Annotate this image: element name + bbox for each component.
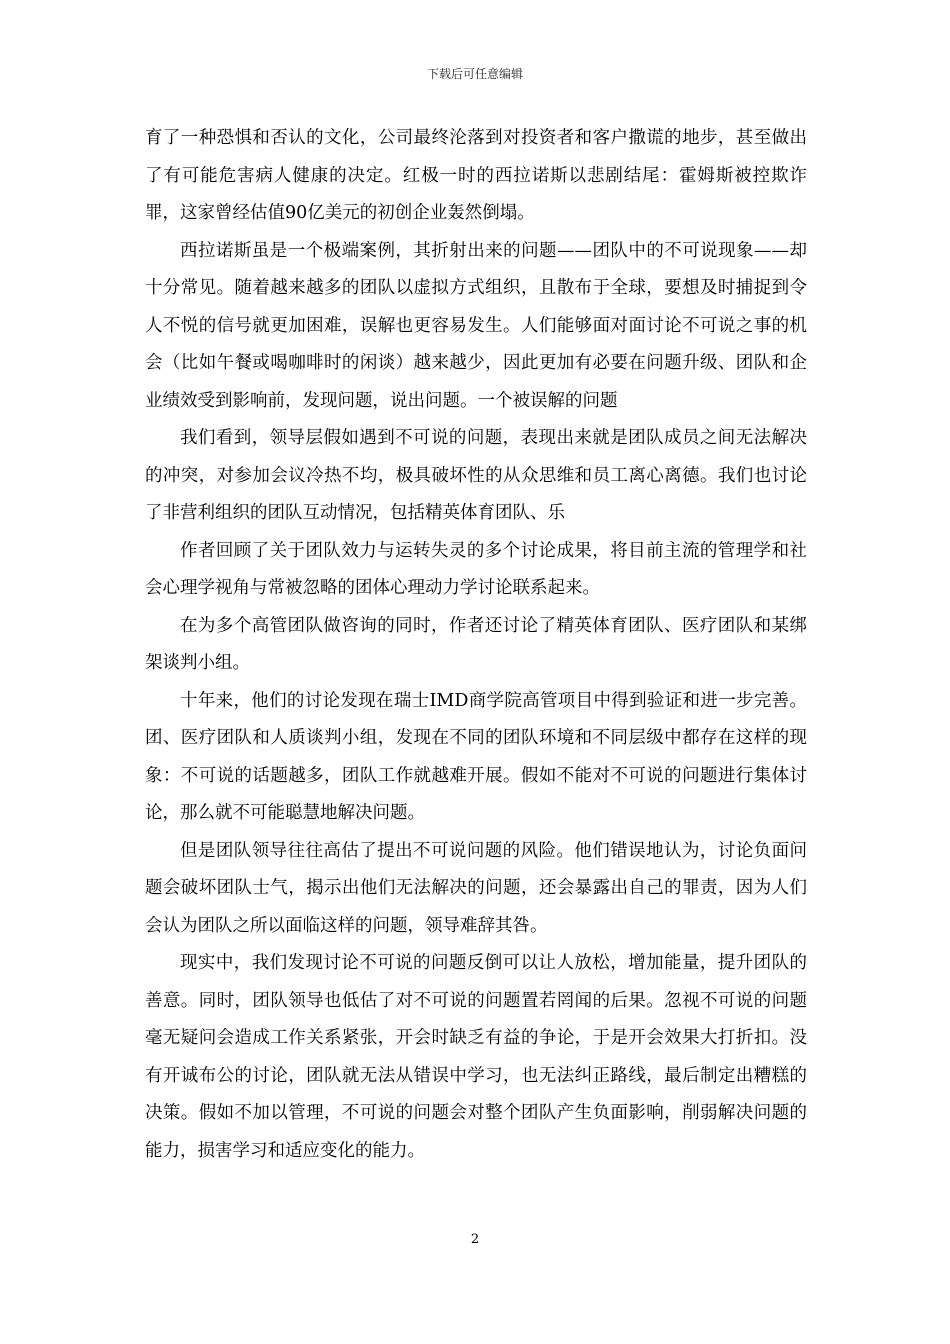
paragraph: 但是团队领导往往高估了提出不可说问题的风险。他们错误地认为，讨论负面问题会破坏团队士气，揭示出他们无法解决的问题，还会暴露出自己的罪责，因为人们会认为团队之所以面临这样的问题，领导难辞其咎。 <box>145 840 807 936</box>
paragraph: 十年来，他们的讨论发现在瑞士IMD商学院高管项目中得到验证和进一步完善。团、医疗团队和人质谈判小组，发现在不同的团队环境和不同层级中都存在这样的现象：不可说的话题越多，团队工作就越难开展。假如不能对不可说的问题进行集体讨论，那么就不可能聪慧地解决问题。 <box>145 690 807 823</box>
paragraph: 作者回顾了关于团队效力与运转失灵的多个讨论成果，将目前主流的管理学和社会心理学视角与常被忽略的团体心理动力学讨论联系起来。 <box>145 540 807 598</box>
page-number: 2 <box>470 1232 480 1247</box>
paragraph: 现实中，我们发现讨论不可说的问题反倒可以让人放松，增加能量，提升团队的善意。同时，团队领导也低估了对不可说的问题置若罔闻的后果。忽视不可说的问题毫无疑问会造成工作关系紧张，开会时缺乏有益的争论，于是开会效果大打折扣。没有开诚布公的讨论，团队就无法从错误中学习，也无法纠正路线，最后制定出糟糕的决策。假如不加以管理，不可说的问题会对整个团队产生负面影响，削弱解决问题的能力，损害学习和适应变化的能力。 <box>145 953 807 1161</box>
paragraph: 在为多个高管团队做咨询的同时，作者还讨论了精英体育团队、医疗团队和某绑架谈判小组。 <box>145 615 807 673</box>
paragraph: 我们看到，领导层假如遇到不可说的问题，表现出来就是团队成员之间无法解决的冲突，对参加会议冷热不均，极具破坏性的从众思维和员工离心离德。我们也讨论了非营利组织的团队互动情况，包括精英体育团队、乐 <box>145 428 807 523</box>
document-body <box>145 120 807 1170</box>
paragraph-continuation: 育了一种恐惧和否认的文化，公司最终沦落到对投资者和客户撒谎的地步，甚至做出了有可能危害病人健康的决定。红极一时的西拉诺斯以悲剧结尾：霍姆斯被控欺诈罪，这家曾经估值90亿美元的初创企业轰然倒塌。 <box>145 128 807 223</box>
paragraph: 西拉诺斯虽是一个极端案例，其折射出来的问题——团队中的不可说现象——却十分常见。随着越来越多的团队以虚拟方式组织，且散布于全球，要想及时捕捉到令人不悦的信号就更加困难，误解也更容易发生。人们能够面对面讨论不可说之事的机会（比如午餐或喝咖啡时的闲谈）越来越少，因此更加有必要在问题升级、团队和企业绩效受到影响前，发现问题，说出问题。一个被误解的问题 <box>145 240 807 411</box>
page-header: 下载后可任意编辑 <box>426 67 523 81</box>
